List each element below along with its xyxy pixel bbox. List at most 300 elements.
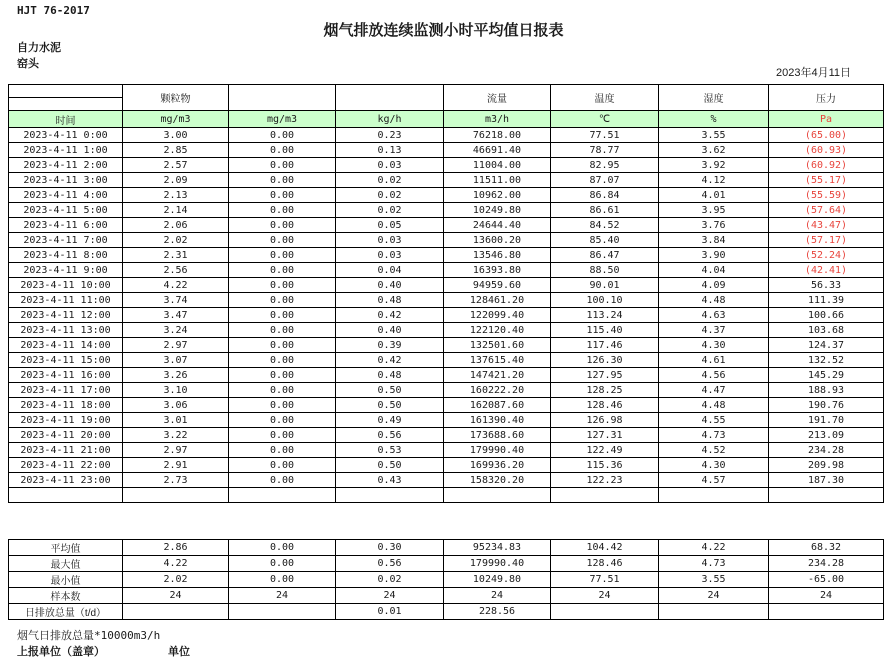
unit-mg-m3-2: mg/m3 (229, 111, 336, 128)
value-cell: 0.02 (336, 188, 444, 203)
summary-table (8, 539, 884, 620)
header-humidity: 湿度 (659, 85, 769, 111)
value-cell (123, 488, 229, 503)
value-cell: 127.31 (551, 428, 659, 443)
value-cell: 2.91 (123, 458, 229, 473)
value-cell (336, 488, 444, 503)
header-blank-bottom-cell (9, 98, 123, 111)
value-cell: 0.56 (336, 556, 444, 572)
value-cell: 2.06 (123, 218, 229, 233)
table-row (9, 323, 884, 338)
value-cell: 0.30 (336, 540, 444, 556)
value-cell: 11511.00 (444, 173, 551, 188)
value-cell: 132.52 (769, 353, 884, 368)
value-cell: 115.40 (551, 323, 659, 338)
value-cell: 190.76 (769, 398, 884, 413)
value-cell: 0.02 (336, 203, 444, 218)
value-cell: 3.62 (659, 143, 769, 158)
value-cell (551, 604, 659, 620)
time-cell: 2023-4-11 22:00 (9, 458, 123, 473)
value-cell: 4.47 (659, 383, 769, 398)
table-row (9, 203, 884, 218)
report-unit-label: 上报单位（盖章） (17, 646, 105, 658)
value-cell: 10249.80 (444, 572, 551, 588)
value-cell: 10962.00 (444, 188, 551, 203)
value-cell: 24 (444, 588, 551, 604)
value-cell: 3.06 (123, 398, 229, 413)
table-row (9, 233, 884, 248)
table-row (9, 338, 884, 353)
value-cell: 24 (336, 588, 444, 604)
value-cell (444, 488, 551, 503)
value-cell: 0.50 (336, 398, 444, 413)
value-cell: 4.48 (659, 398, 769, 413)
time-cell: 2023-4-11 3:00 (9, 173, 123, 188)
value-cell: 3.10 (123, 383, 229, 398)
value-cell: 0.23 (336, 128, 444, 143)
table-row (9, 368, 884, 383)
value-cell: 122099.40 (444, 308, 551, 323)
value-cell: 2.56 (123, 263, 229, 278)
value-cell: 78.77 (551, 143, 659, 158)
value-cell: 4.61 (659, 353, 769, 368)
time-cell (9, 488, 123, 503)
value-cell: 85.40 (551, 233, 659, 248)
table-row (9, 458, 884, 473)
time-cell: 2023-4-11 16:00 (9, 368, 123, 383)
value-cell: 24 (123, 588, 229, 604)
value-cell: 3.74 (123, 293, 229, 308)
value-cell: 2.97 (123, 443, 229, 458)
value-cell: 0.50 (336, 383, 444, 398)
value-cell: 0.40 (336, 323, 444, 338)
value-cell: (52.24) (769, 248, 884, 263)
unit-pa: Pa (769, 111, 884, 128)
value-cell: 10249.80 (444, 203, 551, 218)
value-cell: 122120.40 (444, 323, 551, 338)
time-cell: 2023-4-11 12:00 (9, 308, 123, 323)
value-cell: 0.42 (336, 308, 444, 323)
value-cell: 0.00 (229, 338, 336, 353)
time-cell: 2023-4-11 7:00 (9, 233, 123, 248)
value-cell: 4.55 (659, 413, 769, 428)
summary-label-cell: 样本数 (9, 588, 123, 604)
value-cell: 4.73 (659, 556, 769, 572)
table-row (9, 293, 884, 308)
value-cell: 0.00 (229, 218, 336, 233)
value-cell (769, 604, 884, 620)
value-cell: 76218.00 (444, 128, 551, 143)
company-name: 自力水泥 (17, 42, 61, 54)
value-cell: 82.95 (551, 158, 659, 173)
value-cell: (57.64) (769, 203, 884, 218)
value-cell: 3.47 (123, 308, 229, 323)
value-cell: 209.98 (769, 458, 884, 473)
value-cell: 0.00 (229, 188, 336, 203)
value-cell: 4.30 (659, 458, 769, 473)
value-cell: 124.37 (769, 338, 884, 353)
table-row (9, 263, 884, 278)
value-cell: (60.92) (769, 158, 884, 173)
value-cell: 104.42 (551, 540, 659, 556)
value-cell: (65.00) (769, 128, 884, 143)
value-cell: 2.09 (123, 173, 229, 188)
summary-label-cell: 最大值 (9, 556, 123, 572)
value-cell: 234.28 (769, 556, 884, 572)
unit-percent: % (659, 111, 769, 128)
value-cell: 4.01 (659, 188, 769, 203)
value-cell: 0.00 (229, 308, 336, 323)
value-cell: 2.02 (123, 572, 229, 588)
time-cell: 2023-4-11 9:00 (9, 263, 123, 278)
time-cell: 2023-4-11 5:00 (9, 203, 123, 218)
table-row (9, 473, 884, 488)
value-cell: 0.48 (336, 368, 444, 383)
value-cell (229, 488, 336, 503)
value-cell: 0.53 (336, 443, 444, 458)
value-cell: 0.00 (229, 263, 336, 278)
time-cell: 2023-4-11 23:00 (9, 473, 123, 488)
value-cell: 0.00 (229, 443, 336, 458)
value-cell: 145.29 (769, 368, 884, 383)
header-blank-col3 (229, 85, 336, 111)
header-pressure: 压力 (769, 85, 884, 111)
time-cell: 2023-4-11 2:00 (9, 158, 123, 173)
value-cell: 162087.60 (444, 398, 551, 413)
table-row (9, 143, 884, 158)
value-cell: 86.84 (551, 188, 659, 203)
table-row (9, 308, 884, 323)
value-cell: 213.09 (769, 428, 884, 443)
value-cell: 77.51 (551, 128, 659, 143)
value-cell: 0.00 (229, 293, 336, 308)
value-cell: 68.32 (769, 540, 884, 556)
value-cell: 0.00 (229, 158, 336, 173)
unit-m3-h: m3/h (444, 111, 551, 128)
value-cell: 4.63 (659, 308, 769, 323)
value-cell: 94959.60 (444, 278, 551, 293)
value-cell: 0.56 (336, 428, 444, 443)
value-cell: 0.00 (229, 353, 336, 368)
value-cell: 0.00 (229, 203, 336, 218)
value-cell: 2.97 (123, 338, 229, 353)
time-cell: 2023-4-11 17:00 (9, 383, 123, 398)
value-cell: 0.00 (229, 556, 336, 572)
value-cell: 3.76 (659, 218, 769, 233)
value-cell: 0.00 (229, 473, 336, 488)
time-cell: 2023-4-11 20:00 (9, 428, 123, 443)
value-cell: 4.09 (659, 278, 769, 293)
header-flow: 流量 (444, 85, 551, 111)
value-cell: 87.07 (551, 173, 659, 188)
value-cell: 179990.40 (444, 556, 551, 572)
value-cell: 117.46 (551, 338, 659, 353)
value-cell: 100.10 (551, 293, 659, 308)
value-cell: 0.00 (229, 458, 336, 473)
value-cell: 158320.20 (444, 473, 551, 488)
value-cell: 2.14 (123, 203, 229, 218)
value-cell: (55.59) (769, 188, 884, 203)
value-cell: 84.52 (551, 218, 659, 233)
report-title: 烟气排放连续监测小时平均值日报表 (323, 22, 564, 39)
time-cell: 2023-4-11 19:00 (9, 413, 123, 428)
table-row (9, 383, 884, 398)
value-cell (769, 488, 884, 503)
summary-row (9, 540, 884, 556)
value-cell: 4.22 (123, 556, 229, 572)
value-cell: 128.46 (551, 556, 659, 572)
value-cell: 4.56 (659, 368, 769, 383)
value-cell: 0.00 (229, 143, 336, 158)
value-cell: 161390.40 (444, 413, 551, 428)
summary-row (9, 556, 884, 572)
unit-header-row (9, 111, 884, 128)
value-cell: 0.50 (336, 458, 444, 473)
value-cell: 4.52 (659, 443, 769, 458)
value-cell: 100.66 (769, 308, 884, 323)
value-cell: 160222.20 (444, 383, 551, 398)
time-cell: 2023-4-11 0:00 (9, 128, 123, 143)
time-cell: 2023-4-11 21:00 (9, 443, 123, 458)
value-cell: 0.00 (229, 413, 336, 428)
table-row (9, 443, 884, 458)
value-cell: 88.50 (551, 263, 659, 278)
value-cell: 103.68 (769, 323, 884, 338)
value-cell: 56.33 (769, 278, 884, 293)
value-cell: 111.39 (769, 293, 884, 308)
value-cell: 0.05 (336, 218, 444, 233)
table-row (9, 173, 884, 188)
value-cell: (43.47) (769, 218, 884, 233)
value-cell: 137615.40 (444, 353, 551, 368)
table-row (9, 428, 884, 443)
table-row (9, 248, 884, 263)
value-cell: 3.55 (659, 128, 769, 143)
spacer-row (9, 488, 884, 503)
time-cell: 2023-4-11 10:00 (9, 278, 123, 293)
value-cell: 0.02 (336, 173, 444, 188)
value-cell: 3.01 (123, 413, 229, 428)
value-cell: 0.00 (229, 323, 336, 338)
value-cell: 11004.00 (444, 158, 551, 173)
table-row (9, 128, 884, 143)
value-cell: 0.00 (229, 128, 336, 143)
value-cell: 4.12 (659, 173, 769, 188)
value-cell: 4.22 (659, 540, 769, 556)
unit-kg-h: kg/h (336, 111, 444, 128)
value-cell: 0.00 (229, 428, 336, 443)
value-cell: 128.46 (551, 398, 659, 413)
value-cell: 0.00 (229, 540, 336, 556)
value-cell: 0.00 (229, 248, 336, 263)
value-cell: (57.17) (769, 233, 884, 248)
value-cell: 0.00 (229, 173, 336, 188)
value-cell: 2.13 (123, 188, 229, 203)
time-cell: 2023-4-11 15:00 (9, 353, 123, 368)
value-cell: 2.86 (123, 540, 229, 556)
table-row (9, 353, 884, 368)
value-cell: 3.26 (123, 368, 229, 383)
value-cell: 2.31 (123, 248, 229, 263)
value-cell: 0.13 (336, 143, 444, 158)
value-cell: 3.24 (123, 323, 229, 338)
value-cell: 2.85 (123, 143, 229, 158)
value-cell: 16393.80 (444, 263, 551, 278)
time-cell: 2023-4-11 11:00 (9, 293, 123, 308)
value-cell: 122.49 (551, 443, 659, 458)
value-cell: 126.30 (551, 353, 659, 368)
value-cell: 24 (769, 588, 884, 604)
time-cell: 2023-4-11 8:00 (9, 248, 123, 263)
value-cell: 95234.83 (444, 540, 551, 556)
value-cell: 0.00 (229, 278, 336, 293)
value-cell: -65.00 (769, 572, 884, 588)
value-cell: 0.48 (336, 293, 444, 308)
value-cell: 24 (551, 588, 659, 604)
station-name: 窑头 (17, 58, 39, 70)
value-cell: 13600.20 (444, 233, 551, 248)
value-cell: 113.24 (551, 308, 659, 323)
value-cell: 24 (229, 588, 336, 604)
value-cell: (55.17) (769, 173, 884, 188)
value-cell (123, 604, 229, 620)
value-cell (229, 604, 336, 620)
value-cell: 132501.60 (444, 338, 551, 353)
time-cell: 2023-4-11 1:00 (9, 143, 123, 158)
value-cell: 3.84 (659, 233, 769, 248)
hourly-data-table (8, 84, 884, 503)
value-cell: 3.92 (659, 158, 769, 173)
value-cell: 128461.20 (444, 293, 551, 308)
time-cell: 2023-4-11 18:00 (9, 398, 123, 413)
value-cell: 126.98 (551, 413, 659, 428)
header-blank-top-cell (9, 85, 123, 98)
value-cell: 0.03 (336, 158, 444, 173)
time-cell: 2023-4-11 13:00 (9, 323, 123, 338)
value-cell: (42.41) (769, 263, 884, 278)
table-row (9, 413, 884, 428)
table-row (9, 218, 884, 233)
value-cell: 0.42 (336, 353, 444, 368)
value-cell (659, 604, 769, 620)
value-cell: 187.30 (769, 473, 884, 488)
value-cell: 24 (659, 588, 769, 604)
value-cell: 115.36 (551, 458, 659, 473)
unit-mg-m3: mg/m3 (123, 111, 229, 128)
value-cell: 173688.60 (444, 428, 551, 443)
value-cell: (60.93) (769, 143, 884, 158)
value-cell: 3.55 (659, 572, 769, 588)
value-cell: 179990.40 (444, 443, 551, 458)
summary-label-cell: 日排放总量（t/d） (9, 604, 123, 620)
value-cell: 90.01 (551, 278, 659, 293)
summary-label-cell: 最小值 (9, 572, 123, 588)
value-cell: 191.70 (769, 413, 884, 428)
header-blank-col4 (336, 85, 444, 111)
value-cell: 0.00 (229, 398, 336, 413)
value-cell: 0.43 (336, 473, 444, 488)
value-cell: 77.51 (551, 572, 659, 588)
value-cell (659, 488, 769, 503)
value-cell: 4.04 (659, 263, 769, 278)
value-cell: 0.03 (336, 233, 444, 248)
report-date: 2023年4月11日 (775, 67, 851, 79)
value-cell: 4.73 (659, 428, 769, 443)
value-cell: 3.00 (123, 128, 229, 143)
header-particulate: 颗粒物 (123, 85, 229, 111)
summary-label-cell: 平均值 (9, 540, 123, 556)
header-group-row (9, 85, 884, 98)
time-cell: 2023-4-11 14:00 (9, 338, 123, 353)
value-cell: 0.39 (336, 338, 444, 353)
value-cell: 86.61 (551, 203, 659, 218)
value-cell: 3.22 (123, 428, 229, 443)
table-row (9, 278, 884, 293)
table-row (9, 398, 884, 413)
value-cell: 0.40 (336, 278, 444, 293)
standard-code: HJT 76-2017 (17, 4, 90, 17)
value-cell: 0.00 (229, 572, 336, 588)
value-cell: 122.23 (551, 473, 659, 488)
value-cell: 234.28 (769, 443, 884, 458)
summary-row (9, 604, 884, 620)
value-cell: 0.00 (229, 368, 336, 383)
header-temperature: 温度 (551, 85, 659, 111)
value-cell: 4.37 (659, 323, 769, 338)
value-cell: 3.90 (659, 248, 769, 263)
value-cell (551, 488, 659, 503)
value-cell: 0.04 (336, 263, 444, 278)
value-cell: 169936.20 (444, 458, 551, 473)
table-row (9, 158, 884, 173)
value-cell: 3.07 (123, 353, 229, 368)
time-cell: 2023-4-11 4:00 (9, 188, 123, 203)
table-row (9, 188, 884, 203)
summary-row (9, 572, 884, 588)
value-cell: 127.95 (551, 368, 659, 383)
value-cell: 46691.40 (444, 143, 551, 158)
value-cell: 0.02 (336, 572, 444, 588)
value-cell: 228.56 (444, 604, 551, 620)
value-cell: 188.93 (769, 383, 884, 398)
value-cell: 0.01 (336, 604, 444, 620)
value-cell: 3.95 (659, 203, 769, 218)
footer-signature-line (17, 643, 887, 659)
value-cell: 4.22 (123, 278, 229, 293)
time-cell: 2023-4-11 6:00 (9, 218, 123, 233)
summary-row (9, 588, 884, 604)
value-cell: 4.57 (659, 473, 769, 488)
time-column-header: 时间 (9, 111, 123, 128)
value-cell: 2.02 (123, 233, 229, 248)
value-cell: 0.00 (229, 383, 336, 398)
value-cell: 2.57 (123, 158, 229, 173)
value-cell: 13546.80 (444, 248, 551, 263)
value-cell: 128.25 (551, 383, 659, 398)
value-cell: 2.73 (123, 473, 229, 488)
unit-label: 单位 (168, 646, 190, 658)
value-cell: 24644.40 (444, 218, 551, 233)
value-cell: 0.00 (229, 233, 336, 248)
value-cell: 4.48 (659, 293, 769, 308)
value-cell: 4.30 (659, 338, 769, 353)
value-cell: 147421.20 (444, 368, 551, 383)
value-cell: 86.47 (551, 248, 659, 263)
emission-total-note: 烟气日排放总量*10000m3/h (17, 629, 161, 642)
value-cell: 0.49 (336, 413, 444, 428)
value-cell: 0.03 (336, 248, 444, 263)
unit-celsius: ℃ (551, 111, 659, 128)
